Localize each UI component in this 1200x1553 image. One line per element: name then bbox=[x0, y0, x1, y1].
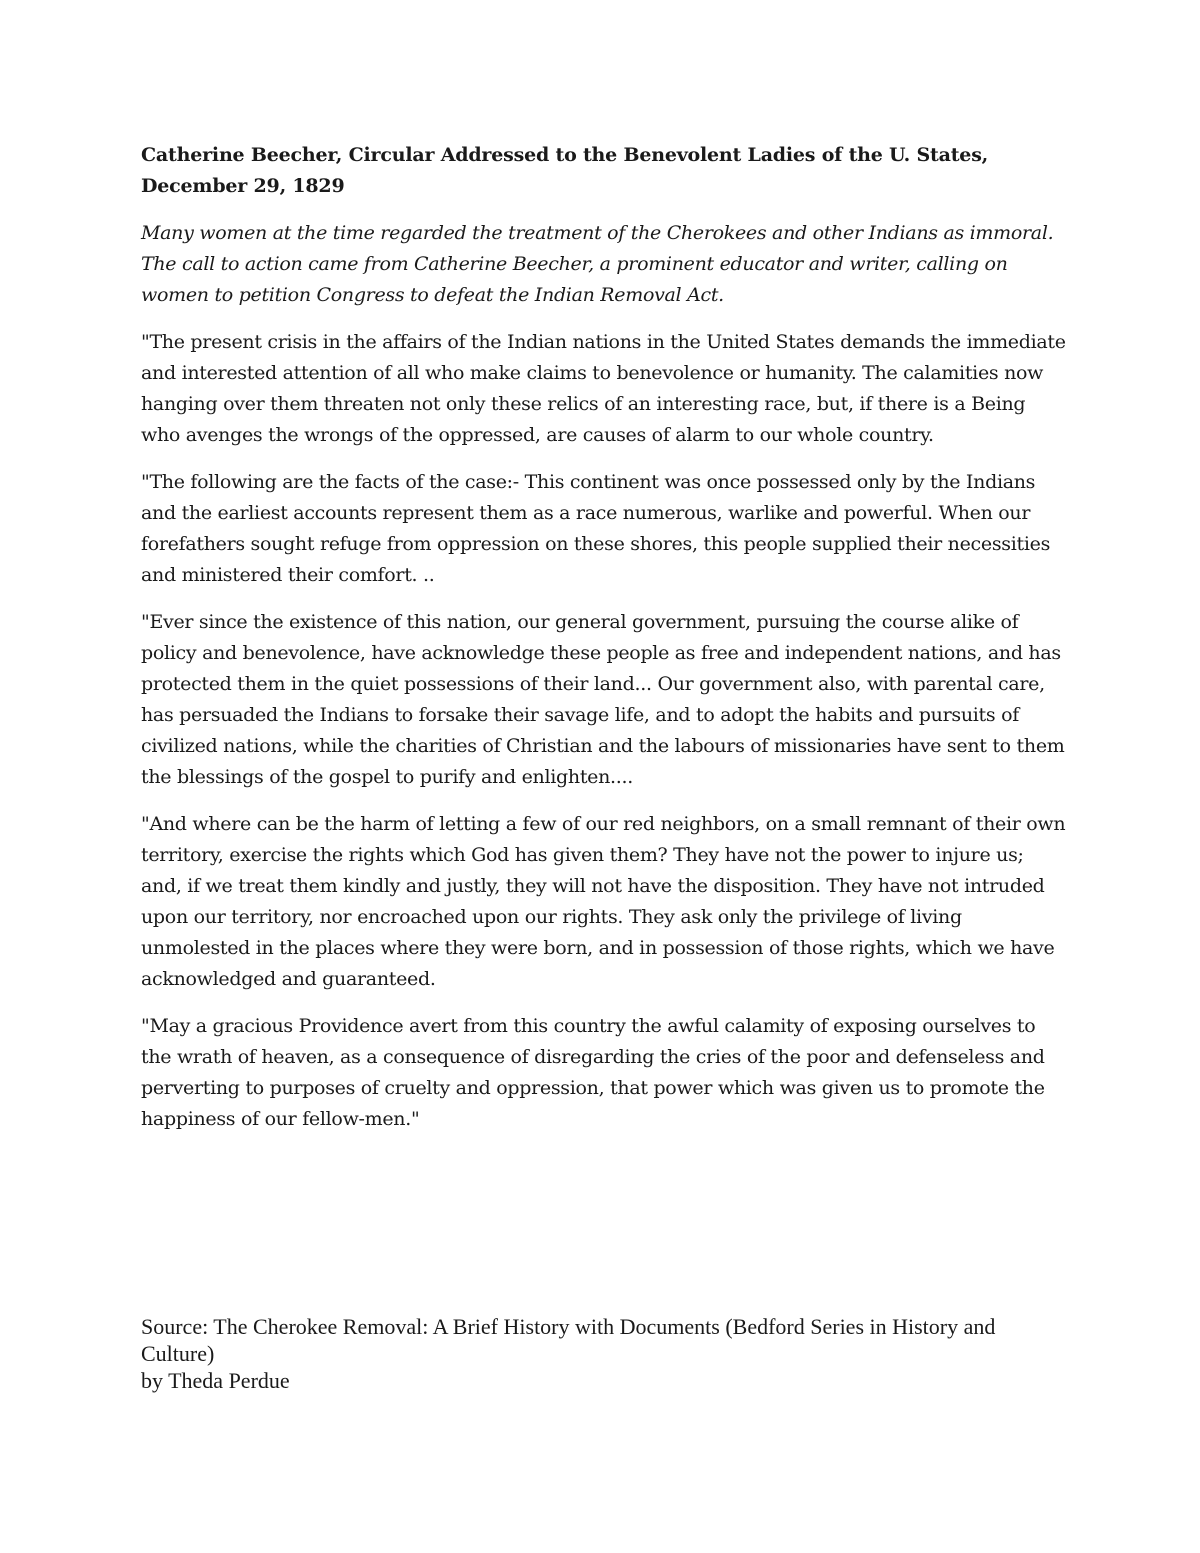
quote-paragraph-4: "And where can be the harm of letting a few of our red neighbors, on a small remnant of their own territory, exercise the rights which God has given them? They have not the power to injure us; and, if we treat them kindly and justly, they will not have the disposition. They have not intruded upon our territory, nor encroached upon our rights. They ask only the privilege of living unmolested in the places where they were born, and in possession of those rights, which we have acknowledged and guaranteed. bbox=[141, 813, 1066, 990]
source-author: by Theda Perdue bbox=[141, 1368, 290, 1393]
source-title: Source: The Cherokee Removal: A Brief History with Documents (Bedford Series in History and Culture) bbox=[141, 1314, 996, 1366]
document-title: Catherine Beecher, Circular Addressed to the Benevolent Ladies of the U. States, December 29, 1829 bbox=[141, 144, 989, 197]
document-body bbox=[141, 140, 1066, 1151]
source-citation bbox=[141, 1313, 1066, 1394]
quote-paragraph-3: "Ever since the existence of this nation, our general government, pursuing the course alike of policy and benevolence, have acknowledge these people as free and independent nations, and has protected them in the quiet possessions of their land... Our government also, with parental care, has persuaded the Indians to forsake their savage life, and to adopt the habits and pursuits of civilized nations, while the charities of Christian and the labours of missionaries have sent to them the blessings of the gospel to purify and enlighten.... bbox=[141, 611, 1065, 788]
quote-paragraph-5: "May a gracious Providence avert from this country the awful calamity of exposing ourselves to the wrath of heaven, as a consequence of disregarding the cries of the poor and defenseless and perverting to purposes of cruelty and oppression, that power which was given us to promote the happiness of our fellow-men." bbox=[141, 1015, 1045, 1130]
intro-paragraph: Many women at the time regarded the treatment of the Cherokees and other Indians as immoral. The call to action came from Catherine Beecher, a prominent educator and writer, calling on women to petition Congress to defeat the Indian Removal Act. bbox=[141, 222, 1054, 306]
quote-paragraph-1: "The present crisis in the affairs of the Indian nations in the United States demands the immediate and interested attention of all who make claims to benevolence or humanity. The calamities now hanging over them threaten not only these relics of an interesting race, but, if there is a Being who avenges the wrongs of the oppressed, are causes of alarm to our whole country. bbox=[141, 331, 1066, 446]
quote-paragraph-2: "The following are the facts of the case:- This continent was once possessed only by the Indians and the earliest accounts represent them as a race numerous, warlike and powerful. When our forefathers sought refuge from oppression on these shores, this people supplied their necessities and ministered their comfort. .. bbox=[141, 471, 1051, 586]
